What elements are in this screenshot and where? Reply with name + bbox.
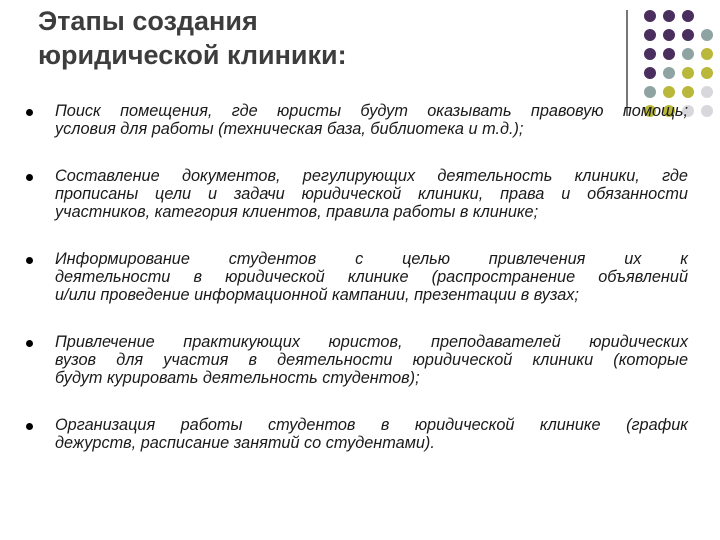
decorative-dot xyxy=(682,48,694,60)
bullet-icon xyxy=(26,257,33,264)
decorative-dot xyxy=(682,86,694,98)
decorative-dot xyxy=(663,86,675,98)
slide-title xyxy=(38,4,347,72)
list-item xyxy=(20,102,688,138)
decorative-dot xyxy=(644,67,656,79)
title-divider xyxy=(626,10,628,116)
list-item xyxy=(20,416,688,452)
list-item xyxy=(20,167,688,221)
decorative-dot xyxy=(682,29,694,41)
decorative-dot xyxy=(701,86,713,98)
decorative-dot xyxy=(644,48,656,60)
item-line: дежурств, расписание занятий со студентами). xyxy=(55,434,435,452)
item-line: будут курировать деятельность студентов); xyxy=(55,369,420,387)
steps-list xyxy=(20,102,688,452)
decorative-dot xyxy=(663,29,675,41)
item-line: и/или проведение информационной кампании, презентации в вузах; xyxy=(55,286,579,304)
decorative-dot xyxy=(663,10,675,22)
item-line: деятельности в юридической клинике (распространение объявлений xyxy=(55,268,688,286)
decorative-dot xyxy=(663,48,675,60)
decorative-dot xyxy=(701,105,713,117)
title-line-1: Этапы создания xyxy=(38,6,258,36)
item-line: вузов для участия в деятельности юридической клиники (которые xyxy=(55,351,688,369)
item-line: Привлечение практикующих юристов, преподавателей юридических xyxy=(55,333,688,351)
item-line: прописаны цели и задачи юридической клиники, права и обязанности xyxy=(55,185,688,203)
decorative-dot xyxy=(644,29,656,41)
item-line: участников, категория клиентов, правила работы в клинике; xyxy=(55,203,539,221)
decorative-dot xyxy=(663,67,675,79)
decorative-dot xyxy=(644,10,656,22)
item-line: Поиск помещения, где юристы будут оказывать правовую помощь; xyxy=(55,102,688,120)
item-line: Составление документов, регулирующих деятельность клиники, где xyxy=(55,167,688,185)
bullet-icon xyxy=(26,174,33,181)
list-item xyxy=(20,333,688,387)
bullet-icon xyxy=(26,423,33,430)
bullet-icon xyxy=(26,109,33,116)
title-line-2: юридической клиники: xyxy=(38,40,347,70)
item-line: Информирование студентов с целью привлечения их к xyxy=(55,250,688,268)
decorative-dot xyxy=(701,29,713,41)
decorative-dot xyxy=(682,10,694,22)
decorative-dot xyxy=(644,86,656,98)
decorative-dot xyxy=(701,67,713,79)
bullet-icon xyxy=(26,340,33,347)
item-line: условия для работы (техническая база, библиотека и т.д.); xyxy=(55,120,524,138)
item-line: Организация работы студентов в юридической клинике (график xyxy=(55,416,688,434)
decorative-dot xyxy=(682,67,694,79)
list-item xyxy=(20,250,688,304)
decorative-dot xyxy=(701,48,713,60)
